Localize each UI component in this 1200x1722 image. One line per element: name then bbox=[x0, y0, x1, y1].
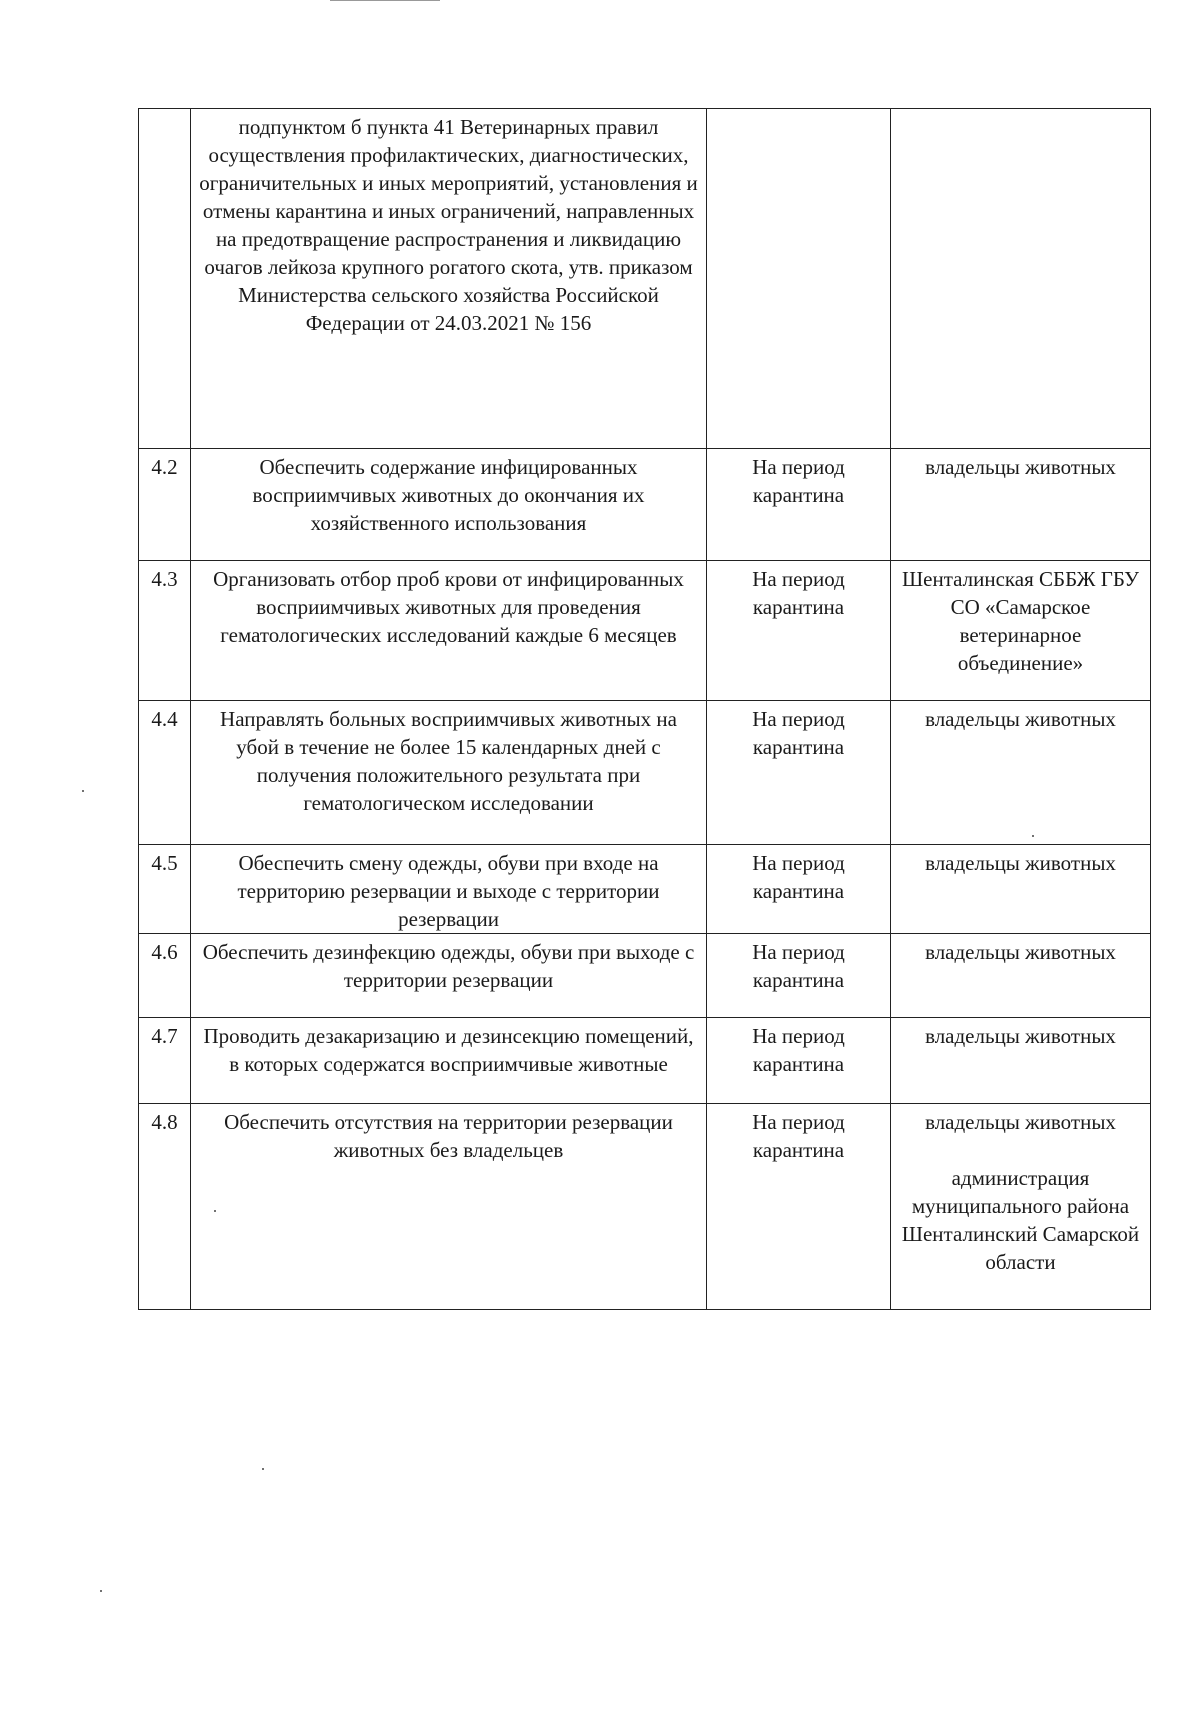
table-row bbox=[139, 934, 1151, 1018]
responsible-text: владельцы животных bbox=[925, 1024, 1116, 1048]
scan-speck bbox=[100, 1590, 102, 1592]
period-text: На период карантина bbox=[707, 934, 891, 1018]
period-text: На период карантина bbox=[707, 701, 891, 845]
item-number: 4.8 bbox=[139, 1104, 191, 1310]
scan-speck bbox=[82, 790, 84, 792]
item-number: 4.5 bbox=[139, 845, 191, 934]
table-row bbox=[139, 1018, 1151, 1104]
period-text: На период карантина bbox=[707, 1018, 891, 1104]
table-row bbox=[139, 1104, 1151, 1310]
period-text: На период карантина bbox=[707, 449, 891, 561]
table-row bbox=[139, 561, 1151, 701]
table-row bbox=[139, 109, 1151, 449]
responsible-cell bbox=[891, 701, 1151, 845]
scan-speck bbox=[262, 1468, 264, 1470]
period-text: На период карантина bbox=[707, 845, 891, 934]
responsible-text: владельцы животных bbox=[925, 940, 1116, 964]
action-text: Обеспечить отсутствия на территории резервации животных без владельцев bbox=[191, 1104, 707, 1310]
item-number: 4.2 bbox=[139, 449, 191, 561]
responsible-cell bbox=[891, 934, 1151, 1018]
scan-artifact bbox=[330, 0, 440, 1]
item-number: 4.7 bbox=[139, 1018, 191, 1104]
responsible-cell bbox=[891, 845, 1151, 934]
action-text: Обеспечить дезинфекцию одежды, обуви при выходе с территории резервации bbox=[191, 934, 707, 1018]
measures-table bbox=[138, 108, 1151, 1310]
action-text: Обеспечить содержание инфицированных восприимчивых животных до окончания их хозяйственного использования bbox=[191, 449, 707, 561]
responsible-text: владельцы животных bbox=[925, 455, 1116, 479]
responsible-text: владельцы животных bbox=[925, 1110, 1116, 1134]
table-row bbox=[139, 845, 1151, 934]
action-text: Организовать отбор проб крови от инфицированных восприимчивых животных для проведения гематологических исследований каждые 6 месяцев bbox=[191, 561, 707, 701]
action-text: подпунктом б пункта 41 Ветеринарных правил осуществления профилактических, диагностических, ограничительных и иных мероприятий, установления и отмены карантина и иных ограничений, направленных на предотвращение распространения и ликвидацию очагов лейкоза крупного рогатого скота, утв. приказом Министерства сельского хозяйства Российской Федерации от 24.03.2021 № 156 bbox=[191, 109, 707, 449]
responsible-cell bbox=[891, 109, 1151, 449]
spacer bbox=[897, 1136, 1144, 1164]
period-text: На период карантина bbox=[707, 1104, 891, 1310]
table-row bbox=[139, 701, 1151, 845]
action-text: Проводить дезакаризацию и дезинсекцию помещений, в которых содержатся восприимчивые животные bbox=[191, 1018, 707, 1104]
item-number: 4.4 bbox=[139, 701, 191, 845]
responsible-text: Шенталинская СББЖ ГБУ СО «Самарское ветеринарное объединение» bbox=[901, 567, 1140, 675]
item-number: 4.6 bbox=[139, 934, 191, 1018]
scan-speck bbox=[1032, 835, 1034, 837]
responsible-cell bbox=[891, 1104, 1151, 1310]
item-number: 4.3 bbox=[139, 561, 191, 701]
period-text: На период карантина bbox=[707, 561, 891, 701]
responsible-cell bbox=[891, 449, 1151, 561]
responsible-text: владельцы животных bbox=[925, 707, 1116, 731]
period-text bbox=[707, 109, 891, 449]
scan-speck bbox=[214, 1210, 216, 1212]
table-row bbox=[139, 449, 1151, 561]
item-number bbox=[139, 109, 191, 449]
responsible-text: владельцы животных bbox=[925, 851, 1116, 875]
responsible-cell bbox=[891, 1018, 1151, 1104]
responsible-text: администрация муниципального района Шенталинский Самарской области bbox=[901, 1166, 1140, 1274]
responsible-cell bbox=[891, 561, 1151, 701]
action-text: Обеспечить смену одежды, обуви при входе на территорию резервации и выходе с территории резервации bbox=[191, 845, 707, 934]
action-text: Направлять больных восприимчивых животных на убой в течение не более 15 календарных дней с получения положительного результата при гематологическом исследовании bbox=[191, 701, 707, 845]
